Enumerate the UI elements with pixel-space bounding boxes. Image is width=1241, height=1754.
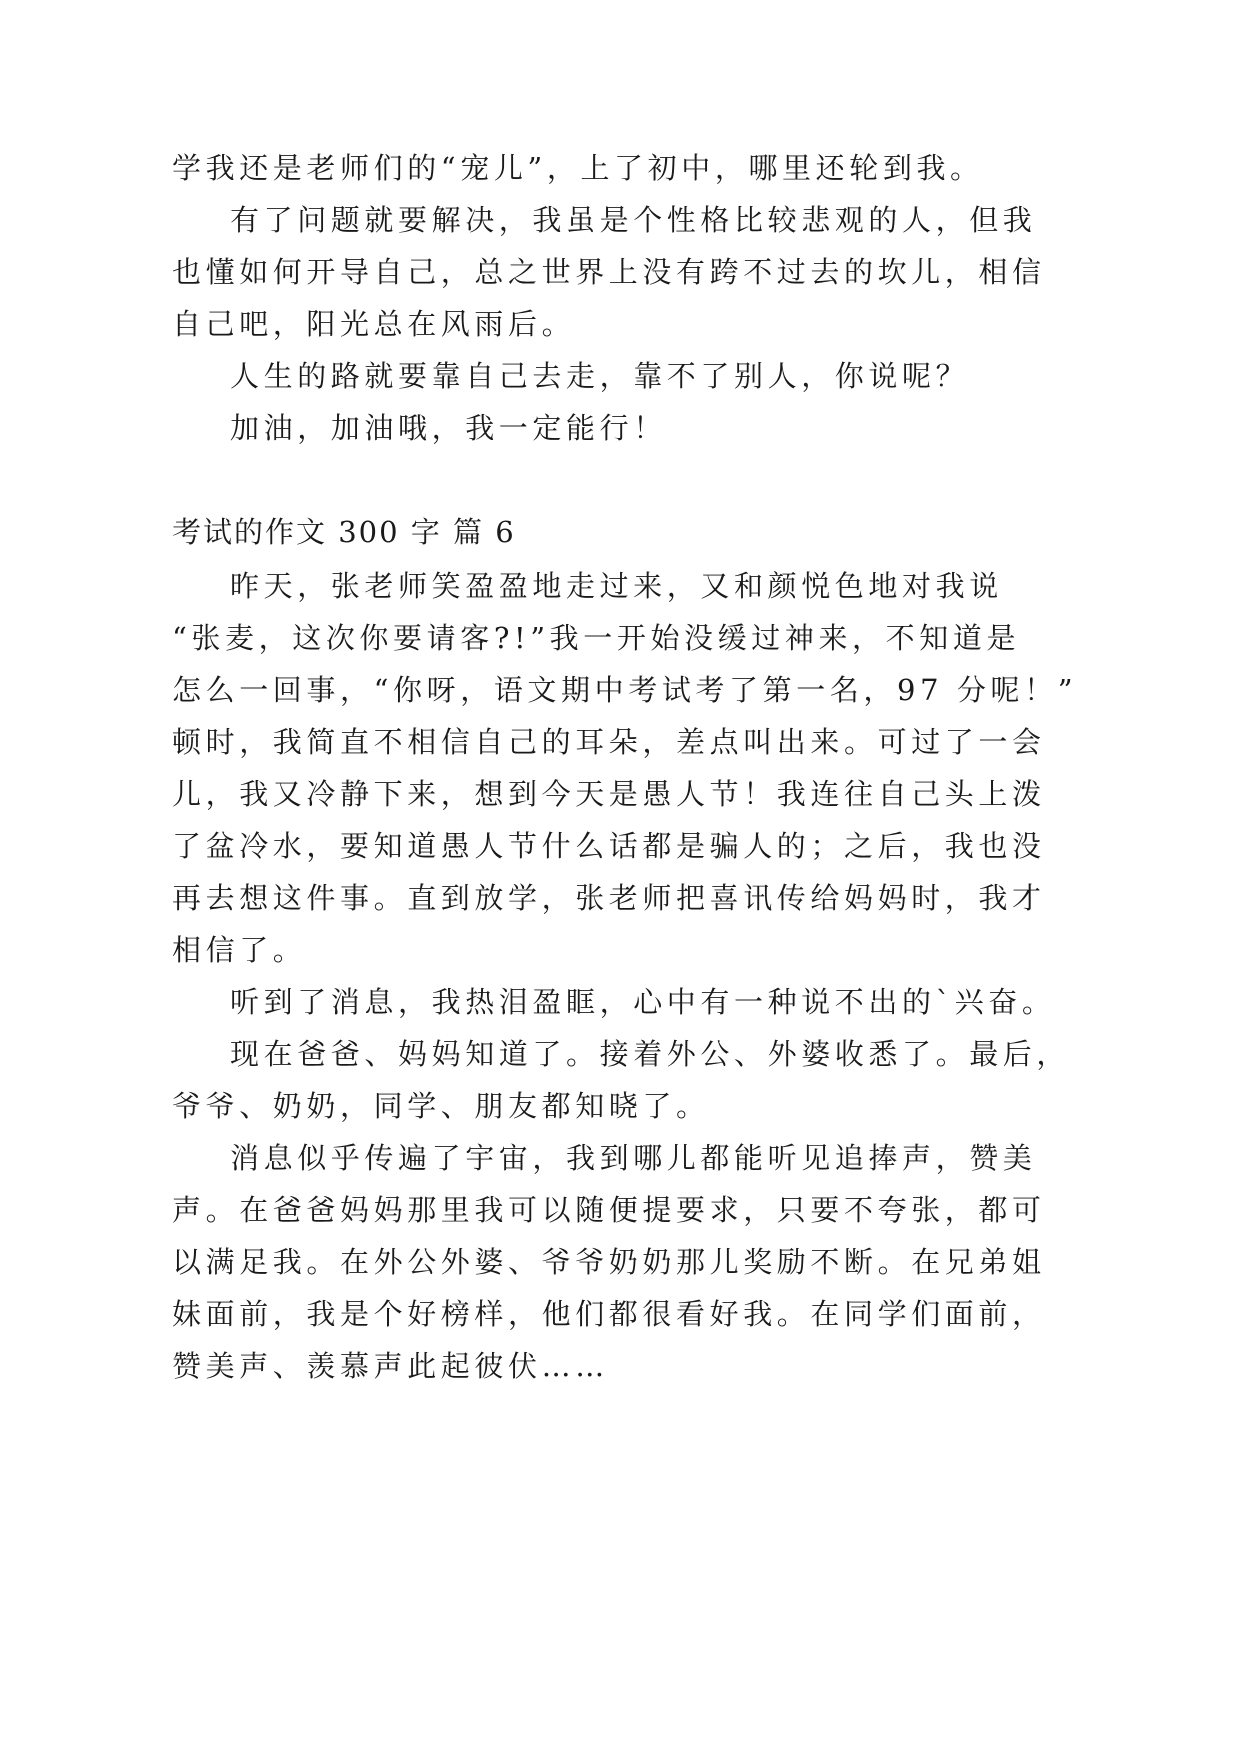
paragraph-line: 了盆冷水，要知道愚人节什么话都是骗人的；之后，我也没 — [172, 829, 1046, 863]
paragraph-line: 赞美声、羡慕声此起彼伏…… — [172, 1349, 609, 1383]
paragraph-line: 昨天，张老师笑盈盈地走过来，又和颜悦色地对我说 — [230, 569, 1003, 603]
paragraph-line: 加油，加油哦，我一定能行！ — [230, 411, 667, 445]
paragraph-line: 人生的路就要靠自己去走，靠不了别人，你说呢？ — [230, 359, 970, 393]
paragraph-line: 消息似乎传遍了宇宙，我到哪儿都能听见追捧声，赞美 — [230, 1141, 1037, 1175]
paragraph-line: 现在爸爸、妈妈知道了。接着外公、外婆收悉了。最后， — [230, 1037, 1071, 1071]
paragraph-line: 声。在爸爸妈妈那里我可以随便提要求，只要不夸张，都可 — [172, 1193, 1046, 1227]
paragraph-line: 也懂如何开导自己，总之世界上没有跨不过去的坎儿，相信 — [172, 255, 1046, 289]
paragraph-line: 学我还是老师们的“宠儿”，上了初中，哪里还轮到我。 — [172, 151, 984, 185]
paragraph-line: 妹面前，我是个好榜样，他们都很看好我。在同学们面前， — [172, 1297, 1046, 1331]
paragraph-line: 有了问题就要解决，我虽是个性格比较悲观的人，但我 — [230, 203, 1037, 237]
paragraph-line: 以满足我。在外公外婆、爷爷奶奶那儿奖励不断。在兄弟姐 — [172, 1245, 1046, 1279]
paragraph-line: 怎么一回事，“你呀，语文期中考试考了第一名，97 分呢！” — [172, 673, 1078, 707]
paragraph-line: 自己吧，阳光总在风雨后。 — [172, 307, 576, 341]
paragraph-line: “张麦，这次你要请客?!”我一开始没缓过神来，不知道是 — [172, 621, 1021, 655]
paragraph-line: 再去想这件事。直到放学，张老师把喜讯传给妈妈时，我才 — [172, 881, 1046, 915]
paragraph-line: 听到了消息，我热泪盈眶，心中有一种说不出的`兴奋。 — [230, 985, 1056, 1019]
section-heading: 考试的作文 300 字 篇 6 — [172, 515, 516, 549]
paragraph-line: 顿时，我简直不相信自己的耳朵，差点叫出来。可过了一会 — [172, 725, 1046, 759]
paragraph-line: 儿，我又冷静下来，想到今天是愚人节！我连往自己头上泼 — [172, 777, 1046, 811]
paragraph-line: 相信了。 — [172, 933, 307, 967]
paragraph-line: 爷爷、奶奶，同学、朋友都知晓了。 — [172, 1089, 710, 1123]
